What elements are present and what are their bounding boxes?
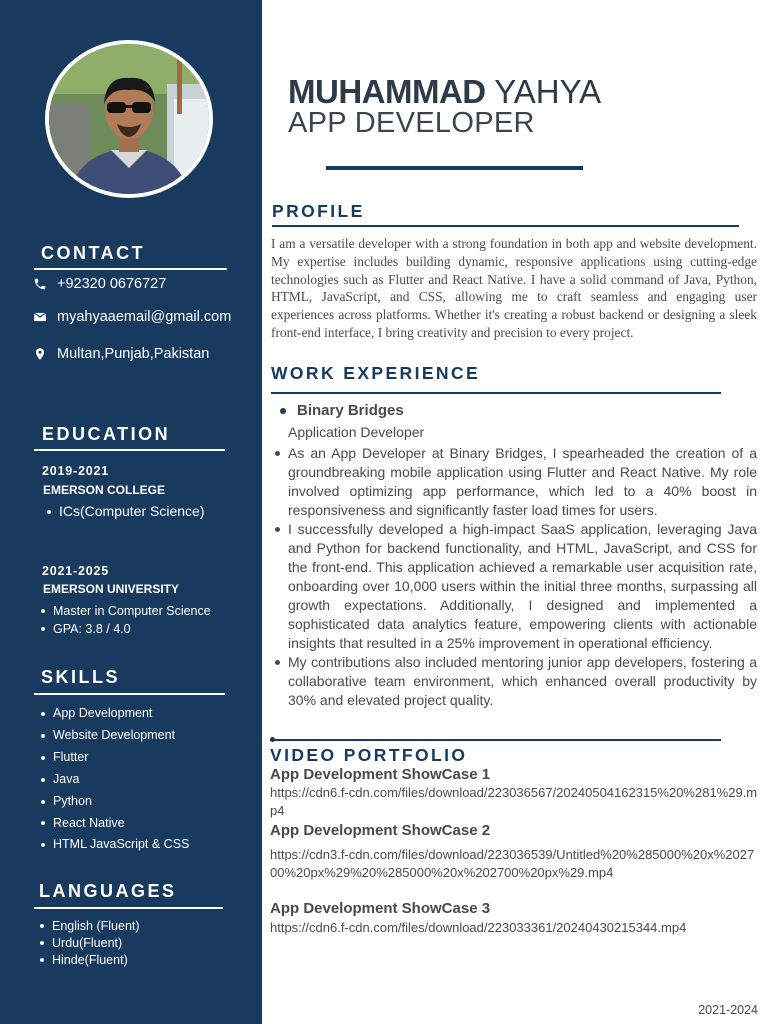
list-item: ICs(Computer Science): [46, 502, 205, 521]
edu-school: EMERSON UNIVERSITY: [43, 582, 180, 596]
full-name: [288, 72, 601, 112]
video-title: App Development ShowCase 1: [270, 766, 491, 783]
video-divider: [270, 739, 721, 741]
footer-years: 2021-2024: [698, 1003, 758, 1017]
edu-school: EMERSON COLLEGE: [43, 483, 166, 497]
skills-heading: SKILLS: [41, 667, 121, 687]
job-title-heading: APP DEVELOPER: [288, 107, 535, 139]
edu-years: 2021-2025: [42, 564, 109, 578]
skills-list: [40, 703, 189, 856]
contact-location: [32, 346, 209, 362]
languages-heading: LANGUAGES: [39, 881, 177, 901]
work-bullet: As an App Developer at Binary Bridges, I spearheaded the creation of a groundbreaking mobile application using Flutter and React Native. My role involved optimizing app performance, which led to a 40% boost in responsiveness and significantly faster load times for users.: [288, 445, 757, 518]
skill-item: Website Development: [40, 725, 189, 747]
contact-divider: [34, 268, 227, 270]
skills-divider: [34, 693, 225, 695]
work-bullet: I successfully developed a high-impact SaaS application, leveraging Java and Python for backend functionality, and HTML, JavaScript, and CSS for the front-end. This application achieved a remarkable user acquisition rate, onboarding over 10,000 users within the initial three months, surpassing all growth expectations. Additionally, I designed and implemented a sophisticated data analytics feature, empowering clients with actionable insights that resulted in a 25% improvement in operational efficiency.: [288, 521, 757, 651]
skill-item: HTML JavaScript & CSS: [40, 834, 189, 856]
work-bullets: [288, 444, 757, 710]
sidebar: [0, 0, 262, 1024]
phone-number: +92320 0676727: [57, 276, 167, 292]
skill-item: App Development: [40, 703, 189, 725]
language-item: Urdu(Fluent): [39, 935, 140, 952]
profile-heading: PROFILE: [272, 201, 365, 221]
skill-item: Flutter: [40, 747, 189, 769]
phone-icon: [32, 276, 48, 292]
work-heading: WORK EXPERIENCE: [271, 363, 481, 383]
first-name: MUHAMMAD: [288, 73, 486, 110]
email-address: myahyaaemail@gmail.com: [57, 309, 232, 325]
education-heading: EDUCATION: [42, 424, 171, 444]
work-bullet: My contributions also included mentoring junior app developers, fostering a collaborative team environment, which enhanced overall productivity by 30% and elevated project quality.: [288, 654, 757, 708]
skill-item: Python: [40, 791, 189, 813]
location-pin-icon: [32, 346, 48, 362]
list-item: GPA: 3.8 / 4.0: [40, 620, 211, 638]
contact-email[interactable]: [32, 309, 231, 325]
skill-item: React Native: [40, 813, 189, 835]
contact-heading: CONTACT: [41, 243, 146, 263]
profile-photo: [45, 40, 213, 198]
skill-item: Java: [40, 769, 189, 791]
video-heading: VIDEO PORTFOLIO: [270, 745, 468, 765]
video-title: App Development ShowCase 2: [270, 822, 491, 839]
company-name: Binary Bridges: [280, 402, 404, 419]
video-link[interactable]: https://cdn3.f-cdn.com/files/download/223036539/Untitled%20%285000%20x%202700%20px%29%20%285000%20x%202700%20px%29.mp4: [270, 847, 755, 880]
language-item: Hinde(Fluent): [39, 952, 140, 969]
title-divider: [326, 166, 583, 170]
last-name: YAHYA: [494, 73, 602, 110]
profile-text: I am a versatile developer with a strong foundation in both app and website development. My expertise includes building dynamic, responsive applications using cutting-edge technologies such as Flutter and React Native. I have a solid command of Java, Python, HTML, JavaScript, and CSS, allowing me to craft seamless and engaging user experiences across platforms. Whether it's creating a robust backend or designing a sleek front-end interface, I bring creativity and precision to every project.: [271, 236, 757, 340]
list-item: Master in Computer Science: [40, 602, 211, 620]
work-divider: [271, 392, 721, 394]
contact-phone[interactable]: [32, 276, 166, 292]
email-icon: [32, 309, 48, 325]
edu-details: [40, 602, 211, 638]
languages-list: [39, 918, 140, 968]
video-link[interactable]: https://cdn6.f-cdn.com/files/download/223036567/20240504162315%20%281%29.mp4: [270, 785, 758, 818]
education-divider: [34, 449, 225, 451]
video-link[interactable]: https://cdn6.f-cdn.com/files/download/223033361/20240430215344.mp4: [270, 920, 687, 935]
language-item: English (Fluent): [39, 918, 140, 935]
job-role: Application Developer: [288, 424, 425, 440]
languages-divider: [34, 907, 223, 909]
location-text: Multan,Punjab,Pakistan: [57, 346, 210, 362]
edu-details: [46, 502, 205, 521]
edu-years: 2019-2021: [42, 464, 109, 478]
profile-divider: [272, 225, 739, 227]
video-title: App Development ShowCase 3: [270, 900, 491, 917]
